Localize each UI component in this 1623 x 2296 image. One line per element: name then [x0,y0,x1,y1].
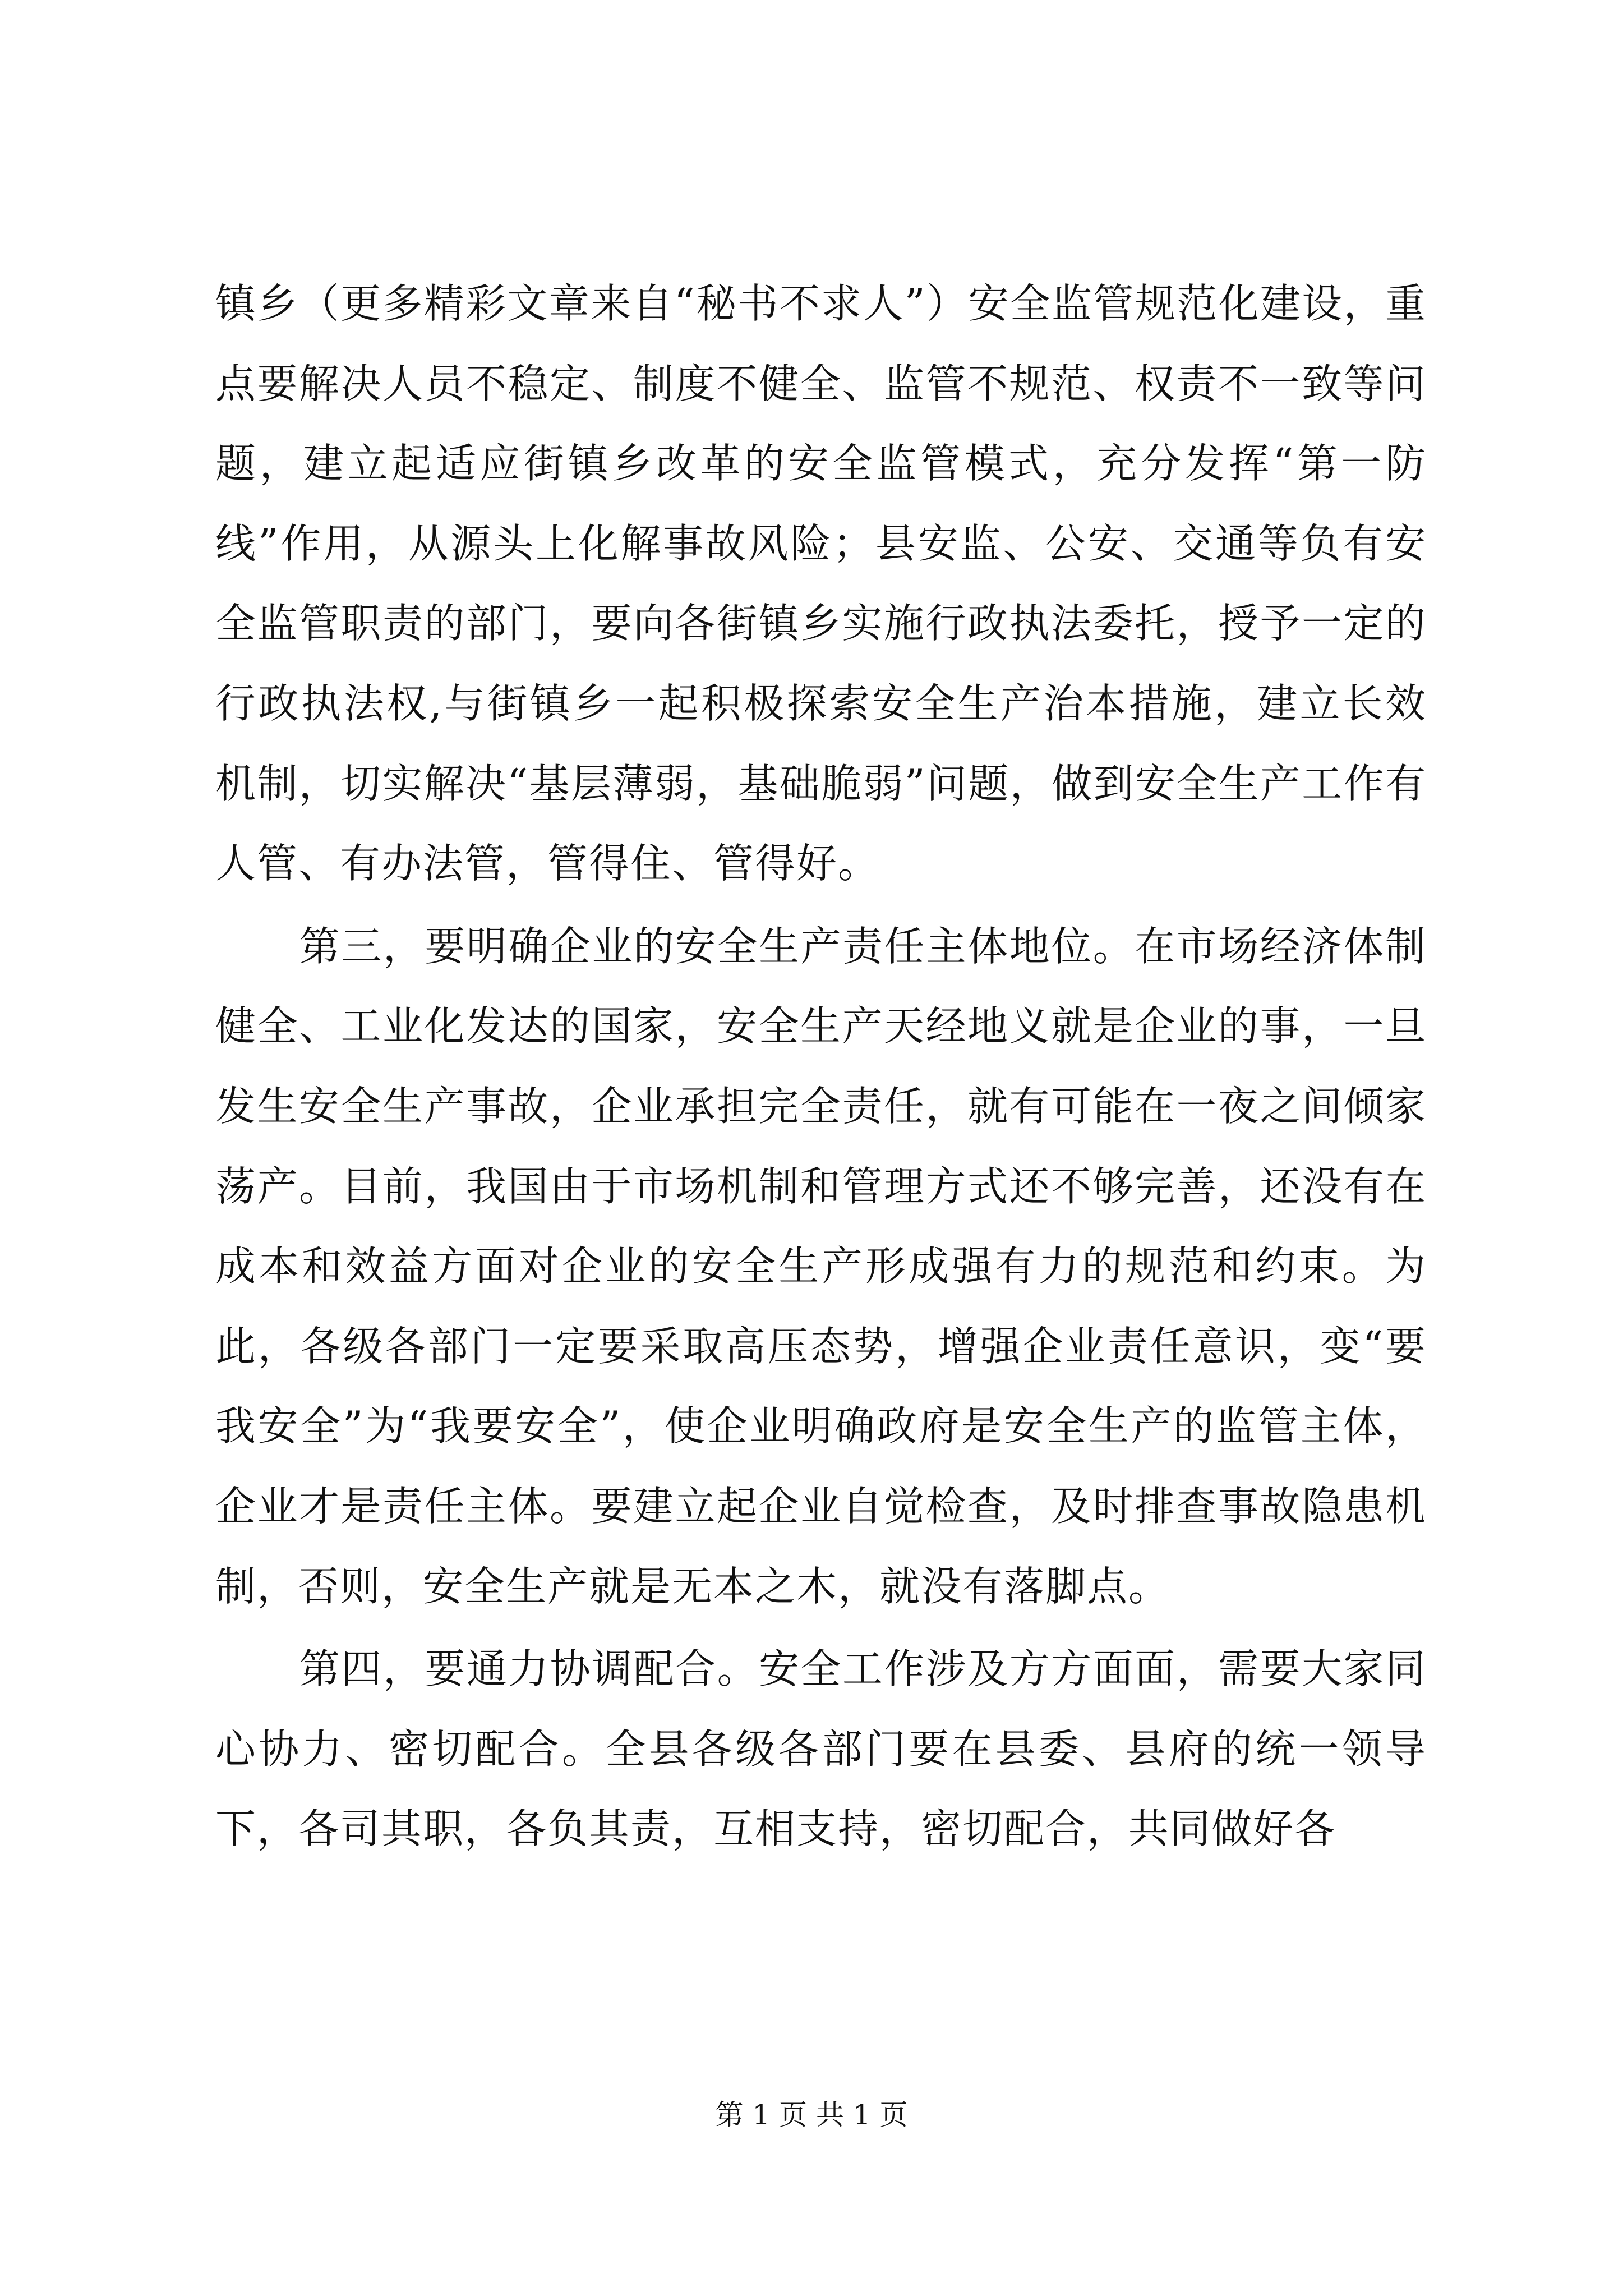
paragraph-continuation: 镇乡（更多精彩文章来自“秘书不求人”）安全监管规范化建设，重点要解决人员不稳定、制度不健全、监管不规范、权责不一致等问题，建立起适应街镇乡改革的安全监管模式，充分发挥“第一防线”作用，从源头上化解事故风险；县安监、公安、交通等负有安全监管职责的部门，要向各街镇乡实施行政执法委托，授予一定的行政执法权,与街镇乡一起积极探索安全生产治本措施，建立长效机制，切实解决“基层薄弱，基础脆弱”问题，做到安全生产工作有人管、有办法管，管得住、管得好。 [215,280,1427,887]
document-body [215,264,1427,1872]
page-footer: 第 1 页 共 1 页 [715,2099,908,2131]
paragraph-third-point: 第三，要明确企业的安全生产责任主体地位。在市场经济体制健全、工业化发达的国家，安全生产天经地义就是企业的事，一旦发生安全生产事故，企业承担完全责任，就有可能在一夜之间倾家荡产。目前，我国由于市场机制和管理方式还不够完善，还没有在成本和效益方面对企业的安全生产形成强有力的规范和约束。为此，各级各部门一定要采取高压态势，增强企业责任意识，变“要我安全”为“我要安全”，使企业明确政府是安全生产的监管主体，企业才是责任主体。要建立起企业自觉检查，及时排查事故隐患机制，否则，安全生产就是无本之木，就没有落脚点。 [215,922,1427,1610]
paragraph-fourth-point: 第四，要通力协调配合。安全工作涉及方方面面，需要大家同心协力、密切配合。全县各级各部门要在县委、县府的统一领导下，各司其职，各负其责，互相支持，密切配合，共同做好各 [215,1645,1427,1853]
